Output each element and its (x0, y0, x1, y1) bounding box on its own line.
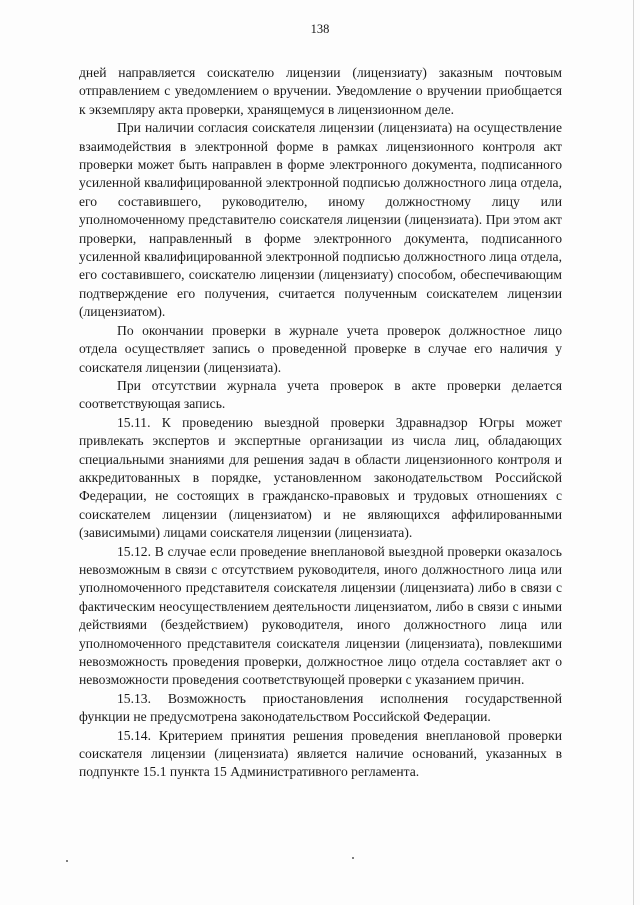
paragraph-15-14: 15.14. Критерием принятия решения проведения внеплановой проверки соискателя лицензии (лицензиата) является наличие оснований, указанных в подпункте 15.1 пункта 15 Административного регламента. (79, 727, 562, 780)
document-body (79, 64, 562, 782)
page-number: 138 (310, 22, 330, 36)
paragraph-no-journal: При отсутствии журнала учета проверок в акте проверки делается соответствующая запись. (79, 377, 562, 412)
paragraph-continuation: дней направляется соискателю лицензии (лицензиату) заказным почтовым отправлением с уведомлением о вручении. Уведомление о вручении приобщается к экземпляру акта проверки, хранящемуся в лицензионном деле. (79, 65, 562, 117)
paragraph-electronic-act: При наличии согласия соискателя лицензии (лицензиата) на осуществление взаимодействия в электронной форме в рамках лицензионного контроля акт проверки может быть направлен в форме электронного документа, подписанного усиленной квалифицированной электронной подписью должностного лица отдела, его составившего, руководителю, иному должностному лицу или уполномоченному представителю соискателя лицензии (лицензиата). При этом акт проверки, направленный в форме электронного документа, подписанного усиленной квалифицированной электронной подписью должностного лица отдела, его составившего, соискателю лицензии (лицензиату) способом, обеспечивающим подтверждение его получения, считается полученным соискателем лицензии (лицензиатом). (79, 120, 562, 320)
paragraph-journal-record: По окончании проверки в журнале учета проверок должностное лицо отдела осуществляет запись о проведенной проверке в случае его наличия у соискателя лицензии (лицензиата). (79, 322, 562, 375)
page-edge (633, 0, 634, 905)
paragraph-15-11: 15.11. К проведению выездной проверки Здравнадзор Югры может привлекать экспертов и экспертные организации из числа лиц, обладающих специальными знаниями для решения задач в области лицензионного контроля и аккредитованных в порядке, установленном законодательством Российской Федерации, не состоящих в гражданско-правовых и трудовых отношениях с соискателем лицензии (лицензиатом) и не являющихся аффилированными (зависимыми) лицами соискателя лицензии (лицензиата). (79, 414, 562, 541)
paragraph-15-13: 15.13. Возможность приостановления исполнения государственной функции не предусмотрена законодательством Российской Федерации. (79, 690, 562, 725)
scan-speck (352, 857, 354, 859)
scan-speck (66, 860, 68, 862)
paragraph-15-12: 15.12. В случае если проведение внеплановой выездной проверки оказалось невозможным в связи с отсутствием руководителя, иного должностного лица или уполномоченного представителя соискателя лицензии (лицензиата) либо в связи с фактическим неосуществлением деятельности лицензиатом, либо в связи с иными действиями (бездействием) руководителя, иного должностного лица или уполномоченного представителя соискателя лицензии (лицензиата), повлекшими невозможность проведения проверки, должностное лицо отдела составляет акт о невозможности проведения соответствующей проверки с указанием причин. (79, 543, 562, 688)
